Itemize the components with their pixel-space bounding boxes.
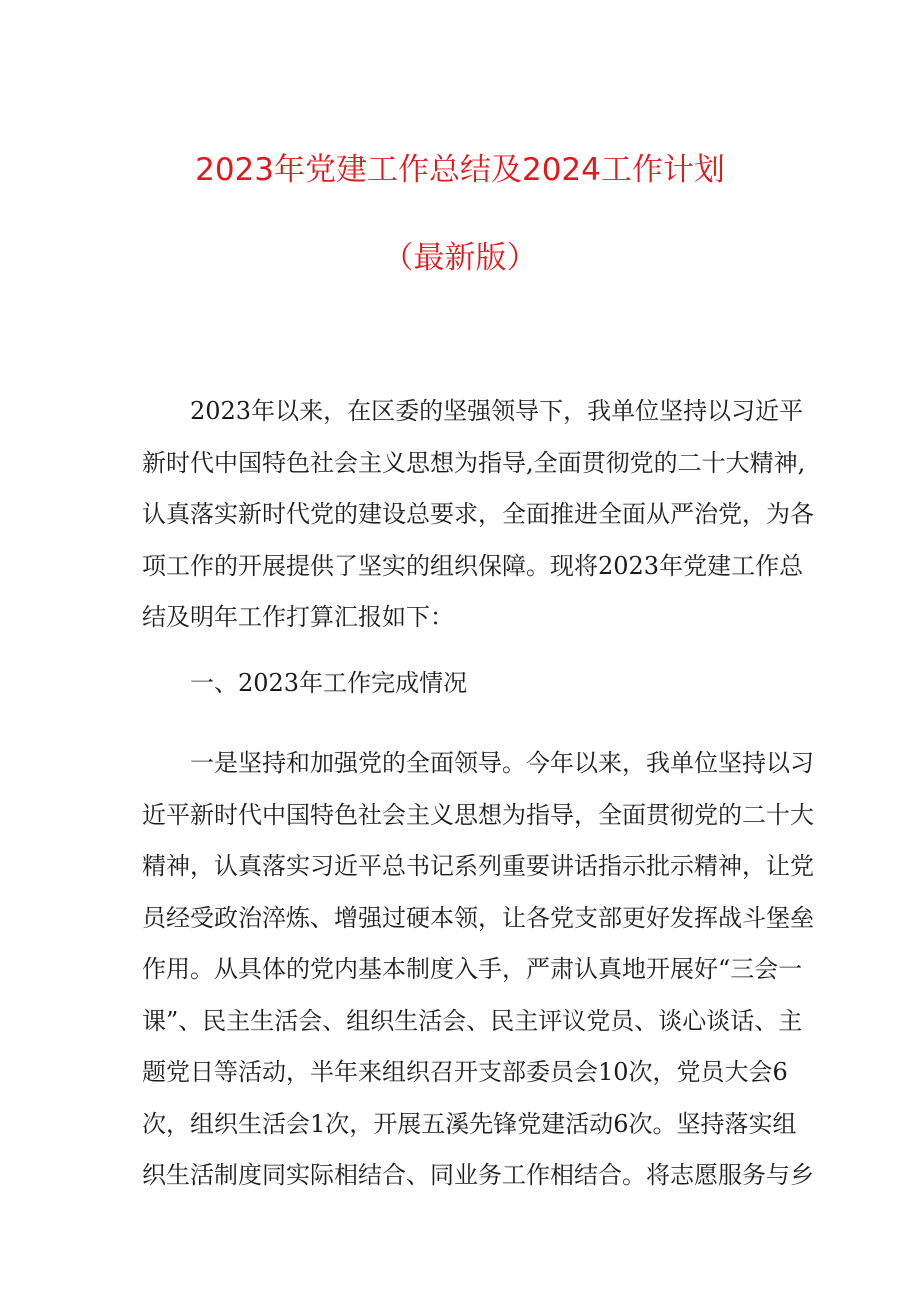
paragraph-line: 织生活制度同实际相结合、同业务工作相结合。将志愿服务与乡 — [142, 1161, 814, 1189]
paragraph-line: 作用。从具体的党内基本制度入手，严肃认真地开展好“三会一 — [142, 955, 803, 983]
paragraph-line: 结及明年工作打算汇报如下： — [142, 603, 454, 631]
document-subtitle: （最新版） — [382, 240, 538, 276]
paragraph-line: 题党日等活动，半年来组织召开支部委员会10次，党员大会6 — [142, 1058, 788, 1086]
paragraph-line: 精神，认真落实习近平总书记系列重要讲话指示批示精神，让党 — [142, 852, 814, 880]
section-heading — [142, 658, 802, 710]
paragraph-line: 2023年以来，在区委的坚强领导下，我单位坚持以习近平 — [190, 397, 804, 425]
section-paragraph — [142, 738, 814, 1202]
paragraph-line: 员经受政治淬炼、增强过硬本领，让各党支部更好发挥战斗堡垒 — [142, 903, 814, 932]
paragraph-line: 次，组织生活会1次，开展五溪先锋党建活动6次。坚持落实组 — [142, 1109, 797, 1138]
paragraph-line: 认真落实新时代党的建设总要求，全面推进全面从严治党，为各 — [142, 500, 814, 528]
section-heading-text: 一、2023年工作完成情况 — [190, 669, 468, 697]
paragraph-line: 一是坚持和加强党的全面领导。今年以来，我单位坚持以习 — [190, 749, 814, 777]
paragraph-line: 新时代中国特色社会主义思想为指导,全面贯彻党的二十大精神, — [142, 448, 806, 477]
intro-paragraph — [142, 386, 814, 644]
paragraph-line: 项工作的开展提供了坚实的组织保障。现将2023年党建工作总 — [142, 551, 804, 580]
paragraph-line: 近平新时代中国特色社会主义思想为指导，全面贯彻党的二十大 — [142, 800, 814, 829]
paragraph-line: 课”、民主生活会、组织生活会、民主评议党员、谈心谈话、主 — [142, 1006, 803, 1035]
document-title: 2023年党建工作总结及2024工作计划 — [195, 152, 725, 188]
